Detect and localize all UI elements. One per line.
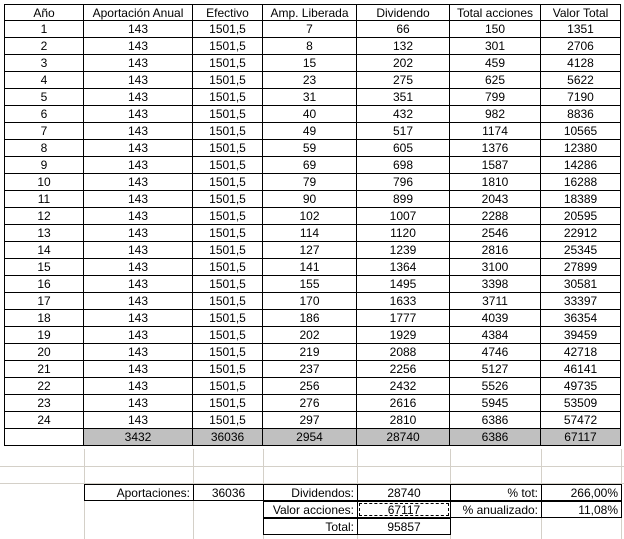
cell-efectivo[interactable]: 1501,5 — [193, 208, 263, 225]
cell-total-acciones[interactable]: 301 — [450, 38, 541, 55]
pct-anualizado-label[interactable]: % anualizado: — [450, 501, 542, 518]
cell-amp-liberada[interactable]: 23 — [263, 72, 357, 89]
cell-aportacion[interactable]: 143 — [84, 293, 193, 310]
cell-amp-liberada[interactable]: 7 — [263, 21, 357, 38]
cell-valor-total[interactable]: 2706 — [541, 38, 621, 55]
table-row — [0, 361, 624, 378]
dividendos-value[interactable]: 28740 — [357, 484, 451, 501]
table-row — [0, 106, 624, 123]
cell-valor-total[interactable]: 27899 — [541, 259, 621, 276]
cell-valor-total[interactable]: 22912 — [541, 225, 621, 242]
valor-acciones-label[interactable]: Valor acciones: — [263, 501, 358, 518]
cell-ano[interactable]: 11 — [4, 191, 84, 208]
cell-valor-total[interactable]: 4128 — [541, 55, 621, 72]
cell-efectivo[interactable]: 1501,5 — [193, 140, 263, 157]
cell-aportacion[interactable]: 143 — [84, 191, 193, 208]
cell-efectivo[interactable]: 1501,5 — [193, 21, 263, 38]
table-row — [0, 310, 624, 327]
header-row — [0, 4, 624, 21]
cell-amp-liberada[interactable]: 90 — [263, 191, 357, 208]
cell-amp-liberada[interactable]: 79 — [263, 174, 357, 191]
cell-efectivo[interactable]: 1501,5 — [193, 191, 263, 208]
table-row — [0, 21, 624, 38]
cell-total-acciones[interactable]: 1174 — [450, 123, 541, 140]
cell-ano[interactable]: 13 — [4, 225, 84, 242]
table-row — [0, 259, 624, 276]
cell-amp-liberada[interactable]: 297 — [263, 412, 357, 429]
cell-total-acciones[interactable]: 2816 — [450, 242, 541, 259]
table-row — [0, 191, 624, 208]
cell-ano[interactable]: 24 — [4, 412, 84, 429]
cell-dividendo[interactable]: 899 — [357, 191, 450, 208]
cell-valor-total[interactable]: 25345 — [541, 242, 621, 259]
cell-efectivo[interactable]: 1501,5 — [193, 361, 263, 378]
cell-aportacion[interactable]: 143 — [84, 140, 193, 157]
totals-row — [0, 429, 624, 446]
cell-total-acciones[interactable]: 1587 — [450, 157, 541, 174]
cell-efectivo[interactable]: 1501,5 — [193, 293, 263, 310]
cell-aportacion[interactable]: 143 — [84, 174, 193, 191]
gridline — [0, 466, 624, 467]
total-cell-amp-liberada[interactable]: 2954 — [263, 429, 357, 446]
cell-amp-liberada[interactable]: 127 — [263, 242, 357, 259]
total-value[interactable]: 95857 — [357, 518, 451, 535]
cell-ano[interactable]: 12 — [4, 208, 84, 225]
cell-dividendo[interactable]: 2256 — [357, 361, 450, 378]
table-row — [0, 174, 624, 191]
total-cell-efectivo[interactable]: 36036 — [193, 429, 263, 446]
cell-total-acciones[interactable]: 1376 — [450, 140, 541, 157]
cell-ano[interactable]: 9 — [4, 157, 84, 174]
cell-ano[interactable]: 3 — [4, 55, 84, 72]
cell-efectivo[interactable]: 1501,5 — [193, 276, 263, 293]
header-dividendo[interactable]: Dividendo — [357, 4, 450, 21]
cell-dividendo[interactable]: 1495 — [357, 276, 450, 293]
cell-efectivo[interactable]: 1501,5 — [193, 225, 263, 242]
cell-valor-total[interactable]: 18389 — [541, 191, 621, 208]
cell-ano[interactable]: 23 — [4, 395, 84, 412]
cell-aportacion[interactable]: 143 — [84, 157, 193, 174]
pct-tot-value[interactable]: 266,00% — [541, 484, 622, 501]
cell-aportacion[interactable]: 143 — [84, 123, 193, 140]
cell-total-acciones[interactable]: 3100 — [450, 259, 541, 276]
table-row — [0, 276, 624, 293]
cell-aportacion[interactable]: 143 — [84, 208, 193, 225]
cell-amp-liberada[interactable]: 155 — [263, 276, 357, 293]
cell-total-acciones[interactable]: 2546 — [450, 225, 541, 242]
cell-amp-liberada[interactable]: 276 — [263, 395, 357, 412]
cell-aportacion[interactable]: 143 — [84, 412, 193, 429]
cell-total-acciones[interactable]: 150 — [450, 21, 541, 38]
cell-valor-total[interactable]: 10565 — [541, 123, 621, 140]
table-row — [0, 72, 624, 89]
cell-dividendo[interactable]: 2616 — [357, 395, 450, 412]
cell-amp-liberada[interactable]: 49 — [263, 123, 357, 140]
cell-dividendo[interactable]: 132 — [357, 38, 450, 55]
cell-dividendo[interactable]: 1007 — [357, 208, 450, 225]
cell-efectivo[interactable]: 1501,5 — [193, 72, 263, 89]
cell-dividendo[interactable]: 66 — [357, 21, 450, 38]
cell-aportacion[interactable]: 143 — [84, 89, 193, 106]
cell-dividendo[interactable]: 2810 — [357, 412, 450, 429]
cell-efectivo[interactable]: 1501,5 — [193, 55, 263, 72]
aportaciones-label[interactable]: Aportaciones: — [84, 484, 194, 501]
cell-dividendo[interactable]: 1777 — [357, 310, 450, 327]
cell-amp-liberada[interactable]: 15 — [263, 55, 357, 72]
cell-ano[interactable]: 19 — [4, 327, 84, 344]
cell-efectivo[interactable]: 1501,5 — [193, 412, 263, 429]
cell-total-acciones[interactable]: 3398 — [450, 276, 541, 293]
cell-aportacion[interactable]: 143 — [84, 72, 193, 89]
total-cell-total-acciones[interactable]: 6386 — [450, 429, 541, 446]
cell-total-acciones[interactable]: 2288 — [450, 208, 541, 225]
cell-ano[interactable]: 22 — [4, 378, 84, 395]
total-cell-valor-total[interactable]: 67117 — [541, 429, 621, 446]
cell-total-acciones[interactable]: 5127 — [450, 361, 541, 378]
cell-aportacion[interactable]: 143 — [84, 310, 193, 327]
cell-efectivo[interactable]: 1501,5 — [193, 89, 263, 106]
cell-total-acciones[interactable]: 799 — [450, 89, 541, 106]
cell-ano[interactable]: 20 — [4, 344, 84, 361]
table-row — [0, 123, 624, 140]
cell-aportacion[interactable]: 143 — [84, 21, 193, 38]
cell-aportacion[interactable]: 143 — [84, 276, 193, 293]
cell-ano[interactable]: 18 — [4, 310, 84, 327]
cell-ano[interactable]: 15 — [4, 259, 84, 276]
cell-efectivo[interactable]: 1501,5 — [193, 106, 263, 123]
cell-amp-liberada[interactable]: 256 — [263, 378, 357, 395]
cell-aportacion[interactable]: 143 — [84, 242, 193, 259]
cell-amp-liberada[interactable]: 8 — [263, 38, 357, 55]
pct-anualizado-value[interactable]: 11,08% — [541, 501, 622, 518]
table-row — [0, 242, 624, 259]
cell-aportacion[interactable]: 143 — [84, 361, 193, 378]
cell-dividendo[interactable]: 2088 — [357, 344, 450, 361]
cell-dividendo[interactable]: 1633 — [357, 293, 450, 310]
cell-amp-liberada[interactable]: 69 — [263, 157, 357, 174]
table-row — [0, 327, 624, 344]
cell-efectivo[interactable]: 1501,5 — [193, 395, 263, 412]
cell-efectivo[interactable]: 1501,5 — [193, 327, 263, 344]
cell-efectivo[interactable]: 1501,5 — [193, 259, 263, 276]
cell-amp-liberada[interactable]: 202 — [263, 327, 357, 344]
cell-total-acciones[interactable]: 5526 — [450, 378, 541, 395]
cell-amp-liberada[interactable]: 114 — [263, 225, 357, 242]
cell-total-acciones[interactable]: 1810 — [450, 174, 541, 191]
cell-ano[interactable]: 7 — [4, 123, 84, 140]
cell-valor-total[interactable]: 53509 — [541, 395, 621, 412]
cell-total-acciones[interactable]: 2043 — [450, 191, 541, 208]
header-efectivo[interactable]: Efectivo — [193, 4, 263, 21]
table-row — [0, 140, 624, 157]
cell-valor-total[interactable]: 30581 — [541, 276, 621, 293]
cell-dividendo[interactable]: 2432 — [357, 378, 450, 395]
cell-dividendo[interactable]: 1120 — [357, 225, 450, 242]
cell-total-acciones[interactable]: 982 — [450, 106, 541, 123]
cell-dividendo[interactable]: 1929 — [357, 327, 450, 344]
cell-total-acciones[interactable]: 4384 — [450, 327, 541, 344]
aportaciones-value[interactable]: 36036 — [193, 484, 264, 501]
cell-valor-total[interactable]: 57472 — [541, 412, 621, 429]
total-cell-ano[interactable] — [4, 429, 84, 446]
cell-ano[interactable]: 2 — [4, 38, 84, 55]
cell-aportacion[interactable]: 143 — [84, 55, 193, 72]
cell-ano[interactable]: 14 — [4, 242, 84, 259]
cell-valor-total[interactable]: 20595 — [541, 208, 621, 225]
table-row — [0, 208, 624, 225]
cell-amp-liberada[interactable]: 237 — [263, 361, 357, 378]
table-row — [0, 293, 624, 310]
cell-total-acciones[interactable]: 4746 — [450, 344, 541, 361]
cell-ano[interactable]: 16 — [4, 276, 84, 293]
cell-amp-liberada[interactable]: 186 — [263, 310, 357, 327]
cell-total-acciones[interactable]: 625 — [450, 72, 541, 89]
cell-dividendo[interactable]: 796 — [357, 174, 450, 191]
cell-ano[interactable]: 5 — [4, 89, 84, 106]
cell-aportacion[interactable]: 143 — [84, 259, 193, 276]
cell-dividendo[interactable]: 605 — [357, 140, 450, 157]
total-cell-dividendo[interactable]: 28740 — [357, 429, 450, 446]
cell-ano[interactable]: 4 — [4, 72, 84, 89]
cell-dividendo[interactable]: 432 — [357, 106, 450, 123]
cell-valor-total[interactable]: 7190 — [541, 89, 621, 106]
cell-amp-liberada[interactable]: 59 — [263, 140, 357, 157]
header-amp-liberada[interactable]: Amp. Liberada — [263, 4, 357, 21]
pct-tot-label[interactable]: % tot: — [450, 484, 542, 501]
table-row — [0, 395, 624, 412]
cell-valor-total[interactable]: 33397 — [541, 293, 621, 310]
cell-valor-total[interactable]: 5622 — [541, 72, 621, 89]
table-row — [0, 89, 624, 106]
cell-ano[interactable]: 6 — [4, 106, 84, 123]
cell-dividendo[interactable]: 275 — [357, 72, 450, 89]
cell-amp-liberada[interactable]: 102 — [263, 208, 357, 225]
cell-dividendo[interactable]: 517 — [357, 123, 450, 140]
cell-valor-total[interactable]: 14286 — [541, 157, 621, 174]
table-row — [0, 157, 624, 174]
cell-valor-total[interactable]: 1351 — [541, 21, 621, 38]
cell-valor-total[interactable]: 8836 — [541, 106, 621, 123]
cell-dividendo[interactable]: 351 — [357, 89, 450, 106]
cell-ano[interactable]: 21 — [4, 361, 84, 378]
cell-efectivo[interactable]: 1501,5 — [193, 157, 263, 174]
table-row — [0, 38, 624, 55]
cell-efectivo[interactable]: 1501,5 — [193, 344, 263, 361]
cell-efectivo[interactable]: 1501,5 — [193, 174, 263, 191]
table-row — [0, 344, 624, 361]
table-row — [0, 412, 624, 429]
table-row — [0, 55, 624, 72]
header-aportacion-anual[interactable]: Aportación Anual — [84, 4, 193, 21]
cell-amp-liberada[interactable]: 31 — [263, 89, 357, 106]
cell-dividendo[interactable]: 202 — [357, 55, 450, 72]
cell-dividendo[interactable]: 1364 — [357, 259, 450, 276]
header-valor-total[interactable]: Valor Total — [541, 4, 621, 21]
cell-valor-total[interactable]: 36354 — [541, 310, 621, 327]
valor-acciones-value[interactable]: 67117 — [357, 501, 451, 518]
total-cell-aportacion[interactable]: 3432 — [84, 429, 193, 446]
cell-ano[interactable]: 10 — [4, 174, 84, 191]
cell-valor-total[interactable]: 12380 — [541, 140, 621, 157]
cell-amp-liberada[interactable]: 40 — [263, 106, 357, 123]
cell-aportacion[interactable]: 143 — [84, 225, 193, 242]
cell-valor-total[interactable]: 42718 — [541, 344, 621, 361]
cell-dividendo[interactable]: 698 — [357, 157, 450, 174]
cell-dividendo[interactable]: 1239 — [357, 242, 450, 259]
header-ano[interactable]: Año — [4, 4, 84, 21]
cell-valor-total[interactable]: 39459 — [541, 327, 621, 344]
table-row — [0, 378, 624, 395]
cell-aportacion[interactable]: 143 — [84, 344, 193, 361]
cell-efectivo[interactable]: 1501,5 — [193, 310, 263, 327]
cell-aportacion[interactable]: 143 — [84, 106, 193, 123]
cell-aportacion[interactable]: 143 — [84, 327, 193, 344]
cell-valor-total[interactable]: 46141 — [541, 361, 621, 378]
cell-total-acciones[interactable]: 6386 — [450, 412, 541, 429]
cell-total-acciones[interactable]: 5945 — [450, 395, 541, 412]
cell-efectivo[interactable]: 1501,5 — [193, 378, 263, 395]
cell-valor-total[interactable]: 16288 — [541, 174, 621, 191]
cell-ano[interactable]: 17 — [4, 293, 84, 310]
cell-valor-total[interactable]: 49735 — [541, 378, 621, 395]
cell-total-acciones[interactable]: 4039 — [450, 310, 541, 327]
table-row — [0, 225, 624, 242]
cell-ano[interactable]: 8 — [4, 140, 84, 157]
cell-efectivo[interactable]: 1501,5 — [193, 38, 263, 55]
cell-amp-liberada[interactable]: 141 — [263, 259, 357, 276]
cell-total-acciones[interactable]: 459 — [450, 55, 541, 72]
cell-amp-liberada[interactable]: 219 — [263, 344, 357, 361]
cell-efectivo[interactable]: 1501,5 — [193, 242, 263, 259]
cell-ano[interactable]: 1 — [4, 21, 84, 38]
cell-amp-liberada[interactable]: 170 — [263, 293, 357, 310]
dividendos-label[interactable]: Dividendos: — [263, 484, 358, 501]
cell-aportacion[interactable]: 143 — [84, 378, 193, 395]
header-total-acciones[interactable]: Total acciones — [450, 4, 541, 21]
total-label[interactable]: Total: — [263, 518, 358, 535]
cell-aportacion[interactable]: 143 — [84, 395, 193, 412]
cell-aportacion[interactable]: 143 — [84, 38, 193, 55]
cell-efectivo[interactable]: 1501,5 — [193, 123, 263, 140]
cell-total-acciones[interactable]: 3711 — [450, 293, 541, 310]
